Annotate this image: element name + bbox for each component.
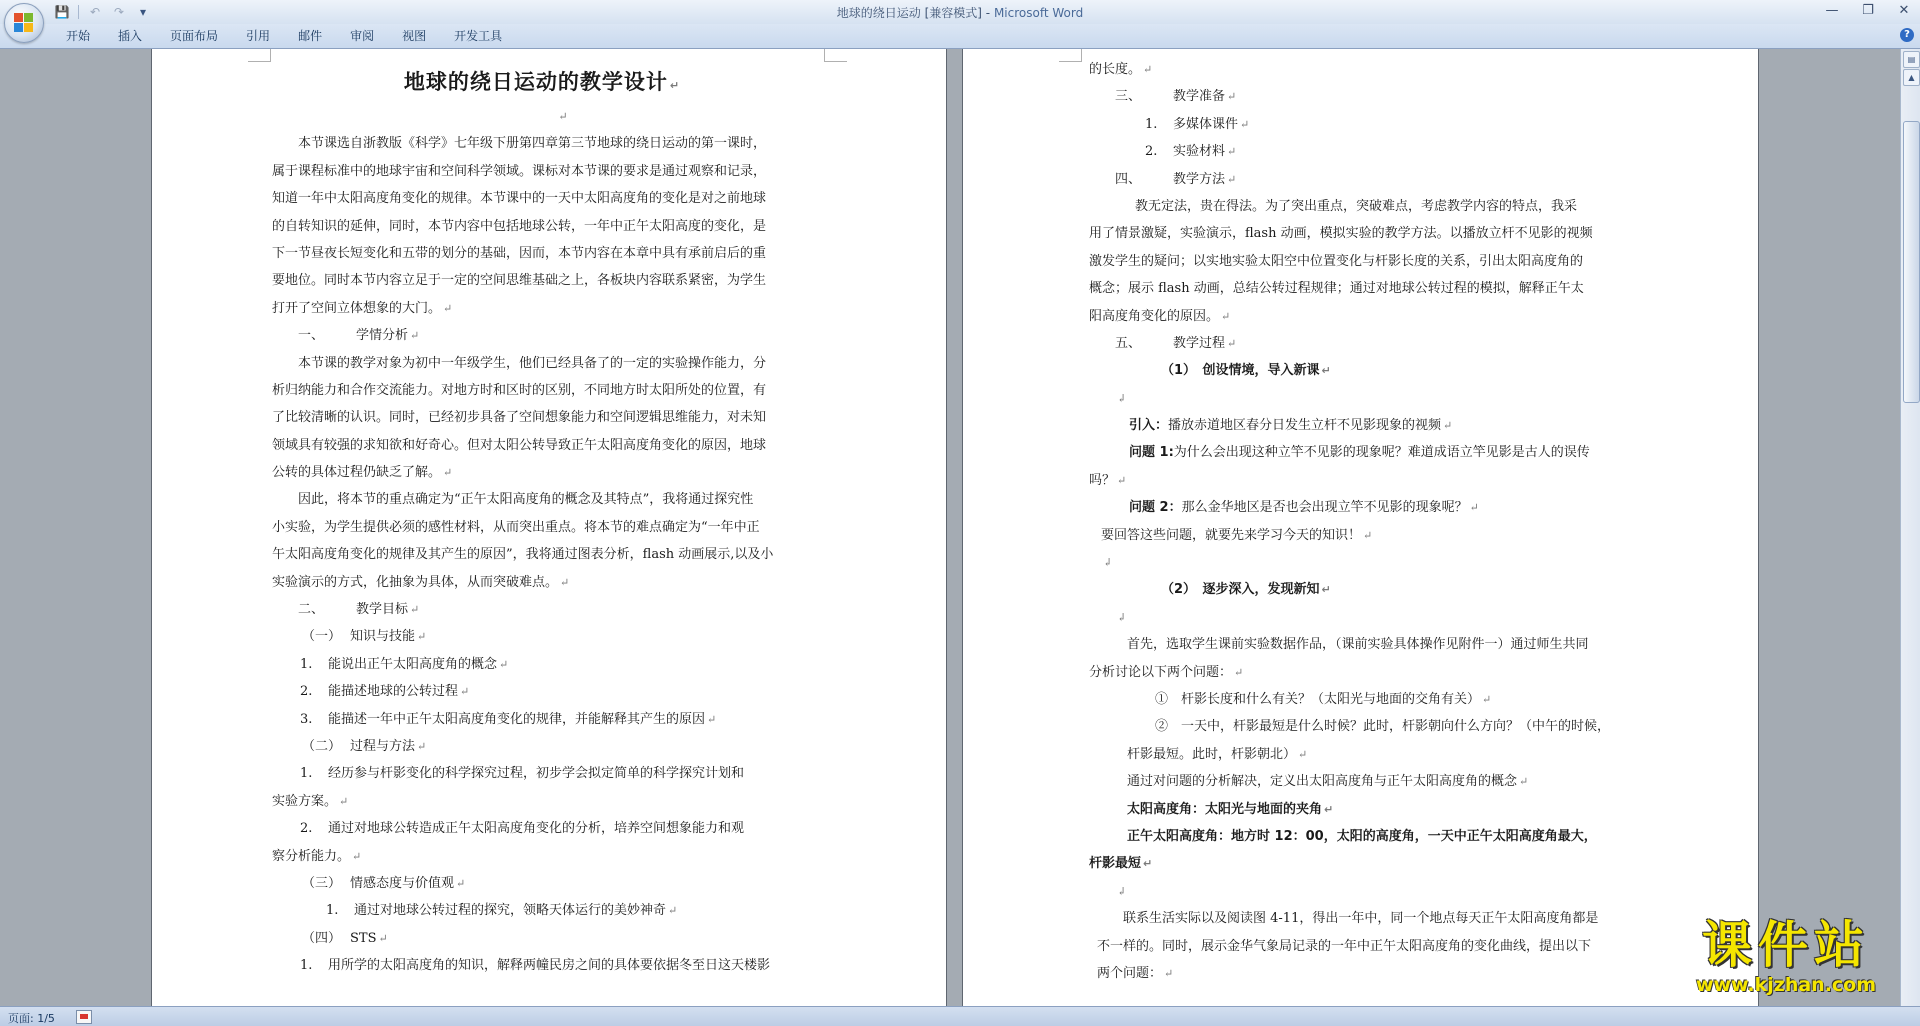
paragraph-mark: ↲ (1117, 391, 1127, 405)
subsection-number: （二） (302, 738, 342, 754)
document-area[interactable] (0, 49, 1900, 1006)
paragraph-mark: ↵ (443, 301, 453, 315)
window-controls (1822, 2, 1914, 20)
tab-developer[interactable]: 开发工具 (454, 29, 503, 43)
subsection-number: （三） (302, 875, 342, 891)
section-heading (272, 596, 812, 623)
paragraph-mark: ↵ (1117, 473, 1127, 487)
focus-line: 午太阳高度角变化的规律及其产生的原因”，我将通过图表分析，flash 动画展示,以及小 (272, 547, 774, 563)
focus-line-last (272, 569, 812, 596)
circle-item: ② 一天中，杆影最短是什么时候？此时，杆影朝向什么方向？（中午的时候， (1155, 719, 1611, 735)
tab-mailings[interactable]: 邮件 (298, 29, 323, 43)
continued-text: 的长度。 (1089, 62, 1142, 77)
document-title (272, 61, 812, 103)
watermark-logo (1666, 917, 1906, 1003)
section-number: 五、 (1115, 335, 1142, 351)
paragraph-mark: ↵ (1143, 857, 1153, 871)
list-text: 实验材料 (1173, 144, 1226, 160)
circle-item (1089, 686, 1627, 713)
list-item (272, 706, 812, 733)
first-text: 分析讨论以下两个问题： (1089, 664, 1233, 680)
definition-text: 太阳高度角：太阳光与地面的夹角 (1127, 801, 1323, 817)
list-text: 通过对地球公转过程的探究，领略天体运行的美妙神奇 (354, 903, 667, 919)
intro-line: 属于课程标准中的地球宇宙和空间科学领域。课标对本节课的要求是通过观察和记录， (272, 163, 767, 179)
definition-line: 正午太阳高度角：地方时 12：00，太阳的高度角，一天中正午太阳高度角最大， (1127, 828, 1597, 844)
paragraph-mark: ↵ (443, 466, 453, 480)
paragraph-mark: ↵ (1227, 172, 1237, 186)
empty-paragraph (1089, 549, 1627, 576)
life-text: 两个问题： (1097, 965, 1163, 981)
section-number: 三、 (1115, 89, 1142, 105)
paragraph-mark: ↲ (1103, 556, 1113, 570)
paragraph-mark: ↵ (1240, 117, 1250, 131)
section-title: 教学过程 (1173, 335, 1226, 351)
list-number: 1. (1145, 116, 1158, 132)
method-line: 教无定法，贵在得法。为了突出重点，突破难点，考虑教学内容的特点，我采 (1135, 198, 1578, 214)
list-number: 2. (300, 821, 313, 837)
focus-text: 实验演示的方式，化抽象为具体，从而突破难点。 (272, 574, 559, 590)
list-text: 通过对地球公转造成正午太阳高度角变化的分析，培养空间想象能力和观 (328, 821, 745, 837)
section-number: 四、 (1115, 171, 1142, 187)
paragraph-mark: ↵ (1221, 309, 1231, 323)
analysis-line: 领域具有较强的求知欲和好奇心。但对太阳公转导致正午太阳高度角变化的原因，地球 (272, 437, 767, 453)
maximize-icon[interactable]: ❐ (1862, 3, 1874, 18)
definition-intro (1089, 768, 1627, 795)
page-indicator[interactable]: 页面: 1/5 (8, 1012, 55, 1025)
method-text: 阳高度角变化的原因。 (1089, 308, 1220, 324)
tab-list (52, 24, 516, 48)
definition-text: 通过对问题的分析解决，定义出太阳高度角与正午太阳高度角的概念 (1127, 774, 1518, 790)
list-number: 1. (326, 903, 339, 919)
list-text: 用所学的太阳高度角的知识，解释两幢民房之间的具体要依据冬至日这天楼影 (328, 958, 771, 974)
page-2-content (1089, 62, 1627, 987)
paragraph-mark: ↵ (417, 630, 427, 644)
subsection-heading (272, 870, 812, 897)
close-icon[interactable]: ✕ (1898, 3, 1910, 18)
section-heading (1089, 83, 1627, 110)
customize-qat-icon[interactable]: ▾ (139, 4, 147, 19)
undo-icon[interactable]: ↶ (89, 4, 101, 19)
step-heading (1089, 576, 1627, 603)
margin-corner-mark (1059, 49, 1082, 62)
section-heading (1089, 166, 1627, 193)
paragraph-mark: ↵ (1298, 747, 1308, 761)
intro-line: 要地位。同时本节内容立足于一定的空间思维基础之上，各板块内容联系紧密，为学生 (272, 273, 767, 289)
circle-text: 杆影最短。此时，杆影朝北） (1127, 746, 1297, 762)
section-title: 教学准备 (1173, 89, 1226, 105)
paragraph-mark: ↵ (410, 603, 420, 617)
intro-text: 打开了空间立体想象的大门。 (272, 300, 442, 316)
subsection-number: （四） (302, 930, 342, 946)
subsection-title: STS (350, 930, 377, 946)
list-item (1089, 111, 1627, 138)
section-title: 教学目标 (356, 602, 409, 618)
section-title: 学情分析 (356, 328, 409, 344)
paragraph-mark: ↵ (1164, 966, 1174, 980)
paragraph-mark: ↵ (1443, 419, 1453, 433)
life-line: 联系生活实际以及阅读图 4-11，得出一年中，同一个地点每天正午太阳高度角都是 (1123, 911, 1599, 927)
list-item-cont (272, 843, 812, 870)
paragraph-mark: ↵ (558, 110, 568, 123)
help-icon[interactable]: ? (1900, 28, 1914, 42)
list-text: 经历参与杆影变化的科学探究过程，初步学会拟定简单的科学探究计划和 (328, 766, 745, 782)
intro-line: 的自转知识的延伸，同时，本节内容中包括地球公转，一年中正午太阳高度的变化，是 (272, 218, 767, 234)
paragraph-mark: ↲ (1117, 884, 1127, 898)
question-text: 那么金华地区是否也会出现立竿不见影的现象呢？ (1181, 500, 1468, 516)
title-text: 地球的绕日运动的教学设计 (403, 70, 668, 94)
list-number: 2. (1145, 144, 1158, 160)
paragraph-mark: ↵ (1227, 90, 1237, 104)
definition-line (1089, 796, 1627, 823)
question-line (1089, 494, 1627, 521)
office-logo-icon (14, 13, 34, 33)
ruler-toggle-icon[interactable]: ▤ (1903, 51, 1920, 68)
step-heading (1089, 357, 1627, 384)
answer-line (1089, 522, 1627, 549)
paragraph-mark: ↵ (352, 849, 362, 863)
focus-line: 因此，将本节的重点确定为“正午太阳高度角的概念及其特点”，我将通过探究性 (298, 492, 754, 508)
subsection-number: （一） (302, 629, 342, 645)
watermark-url: www.kjzhan.com (1695, 974, 1877, 996)
first-line: 首先，选取学生课前实验数据作品，（课前实验具体操作见附件一）通过师生共同 (1127, 637, 1589, 653)
paragraph-mark: ↵ (499, 657, 509, 671)
first-line-cont (1089, 659, 1627, 686)
paragraph-mark: ↵ (1482, 692, 1492, 706)
paragraph-mark: ↵ (1469, 501, 1479, 515)
intro-line-last (272, 295, 812, 322)
list-item-cont (272, 788, 812, 815)
window-title (0, 4, 1920, 21)
list-item (272, 651, 812, 678)
analysis-line: 本节课的教学对象为初中一年级学生，他们已经具备了的一定的实验操作能力，分 (298, 355, 767, 371)
continued-line (1089, 56, 1627, 83)
life-line-last (1089, 960, 1627, 987)
life-line: 不一样的。同时，展示金华气象局记录的一年中正午太阳高度角的变化曲线，提出以下 (1097, 938, 1592, 954)
tab-view[interactable]: 视图 (402, 29, 427, 43)
section-heading (1089, 330, 1627, 357)
paragraph-mark: ↵ (1227, 145, 1237, 159)
office-button[interactable] (4, 3, 44, 43)
paragraph-mark: ↵ (669, 79, 681, 92)
paragraph-mark: ↵ (410, 329, 420, 343)
subsection-title: 过程与方法 (350, 738, 416, 754)
question-text: 为什么会出现这种立竿不见影的现象呢？难道成语立竿见影是古人的误传 (1173, 445, 1590, 461)
page-1[interactable] (152, 49, 946, 1006)
intro-line: 下一节昼夜长短变化和五带的划分的基础，因而，本节内容在本章中具有承前启后的重 (272, 245, 767, 261)
status-bar (0, 1006, 1920, 1026)
definition-line-cont (1089, 850, 1627, 877)
list-item (272, 678, 812, 705)
list-item (272, 815, 812, 842)
step-title: （2） 逐步深入，发现新知 (1161, 582, 1320, 598)
paragraph-mark: ↵ (707, 712, 717, 726)
paragraph-mark: ↵ (378, 931, 388, 945)
vertical-scrollbar[interactable] (1900, 49, 1920, 1006)
list-number: 1. (300, 656, 313, 672)
paragraph-mark: ↵ (1324, 802, 1334, 816)
empty-paragraph (272, 103, 812, 130)
intro-label: 引入： (1129, 418, 1169, 434)
paragraph-mark: ↵ (1321, 583, 1331, 597)
method-line: 概念；展示 flash 动画，总结公转过程规律；通过对地球公转过程的模拟，解释正午太 (1089, 281, 1584, 297)
focus-line: 小实验，为学生提供必须的感性材料，从而突出重点。将本节的难点确定为“一年中正 (272, 519, 760, 535)
intro-paragraph (1089, 412, 1627, 439)
margin-corner-mark (824, 49, 847, 62)
save-icon[interactable]: 💾 (54, 4, 70, 19)
circle-text: ① 杆影长度和什么有关？（太阳光与地面的交角有关） (1155, 691, 1481, 707)
proofing-status-icon[interactable] (76, 1010, 92, 1024)
question-text: 吗？ (1089, 472, 1116, 488)
method-line: 激发学生的疑问；以实地实验太阳空中位置变化与杆影长度的关系，引出太阳高度角的 (1089, 253, 1584, 269)
tab-home[interactable]: 开始 (66, 29, 91, 43)
question-line (1089, 439, 1627, 466)
subsection-title: 知识与技能 (350, 629, 416, 645)
paragraph-mark: ↵ (456, 876, 466, 890)
list-number: 2. (300, 684, 313, 700)
section-heading (272, 322, 812, 349)
paragraph-mark: ↵ (460, 685, 470, 699)
question-line-cont (1089, 467, 1627, 494)
question-label: 问题 1: (1129, 445, 1174, 461)
page-1-content (272, 61, 812, 980)
list-text: 实验方案。 (272, 793, 338, 809)
margin-corner-mark (248, 49, 271, 62)
paragraph-mark: ↵ (1234, 665, 1244, 679)
list-number: 1. (300, 958, 313, 974)
watermark-text: 课件站 (1702, 916, 1870, 974)
ribbon-tabs (0, 24, 1920, 49)
scroll-thumb[interactable] (1903, 121, 1920, 403)
list-item (272, 760, 812, 787)
empty-paragraph (1089, 878, 1627, 905)
tab-insert[interactable]: 插入 (118, 29, 143, 43)
step-title: （1） 创设情境，导入新课 (1161, 363, 1320, 379)
paragraph-mark: ↵ (1227, 336, 1237, 350)
tab-review[interactable]: 审阅 (350, 29, 375, 43)
list-text: 能说出正午太阳高度角的概念 (328, 656, 498, 672)
list-number: 1. (300, 766, 313, 782)
intro-line: 本节课选自浙教版《科学》七年级下册第四章第三节地球的绕日运动的第一课时， (298, 136, 767, 152)
subsection-heading (272, 623, 812, 650)
paragraph-mark: ↵ (1363, 528, 1373, 542)
section-number: 二、 (298, 602, 325, 618)
paragraph-mark: ↵ (560, 575, 570, 589)
page-2[interactable] (963, 49, 1758, 1006)
redo-icon[interactable]: ↷ (113, 4, 125, 19)
title-bar (0, 0, 1920, 24)
intro-text: 播放赤道地区春分日发生立杆不见影现象的视频 (1168, 418, 1442, 434)
tab-page-layout[interactable]: 页面布局 (170, 29, 219, 43)
paragraph-mark: ↵ (1519, 775, 1529, 789)
app-name: Microsoft Word (993, 6, 1084, 20)
paragraph-mark: ↵ (417, 739, 427, 753)
answer-text: 要回答这些问题，就要先来学习今天的知识！ (1101, 527, 1362, 543)
list-number: 3. (300, 711, 313, 727)
paragraph-mark: ↵ (1143, 63, 1153, 76)
method-line: 用了情景激疑，实验演示，flash 动画，模拟实验的教学方法。以播放立杆不见影的视频 (1089, 226, 1593, 242)
list-text: 多媒体课件 (1173, 116, 1239, 132)
title-separator: - (981, 6, 994, 20)
list-text: 察分析能力。 (272, 848, 351, 864)
intro-line: 知道一年中太阳高度角变化的规律。本节课中的一天中太阳高度角的变化是对之前地球 (272, 191, 767, 207)
empty-paragraph (1089, 385, 1627, 412)
paragraph-mark: ↵ (668, 904, 678, 918)
paragraph-mark: ↵ (1321, 364, 1331, 378)
section-number: 一、 (298, 328, 325, 344)
analysis-text: 公转的具体过程仍缺乏了解。 (272, 465, 442, 481)
list-item (272, 952, 812, 979)
analysis-line-last (272, 459, 812, 486)
document-name: 地球的绕日运动 [兼容模式] (836, 6, 982, 20)
method-line-last (1089, 303, 1627, 330)
minimize-icon[interactable]: — (1825, 3, 1839, 18)
empty-paragraph (1089, 604, 1627, 631)
scroll-up-icon[interactable]: ▲ (1903, 69, 1920, 86)
list-text: 能描述一年中正午太阳高度角变化的规律，并能解释其产生的原因 (328, 711, 706, 727)
paragraph-mark: ↲ (1117, 610, 1127, 624)
tab-references[interactable]: 引用 (246, 29, 271, 43)
subsection-heading (272, 925, 812, 952)
analysis-line: 了比较清晰的认识。同时，已经初步具备了空间想象能力和空间逻辑思维能力，对未知 (272, 410, 767, 426)
definition-text: 杆影最短 (1089, 856, 1142, 872)
question-label: 问题 2： (1129, 500, 1182, 516)
section-title: 教学方法 (1173, 171, 1226, 187)
analysis-line: 析归纳能力和合作交流能力。对地方时和区时的区别，不同地方时太阳所处的位置，有 (272, 382, 767, 398)
circle-item-cont (1089, 741, 1627, 768)
subsection-heading (272, 733, 812, 760)
list-item (1089, 138, 1627, 165)
subsection-title: 情感态度与价值观 (350, 875, 455, 891)
paragraph-mark: ↵ (339, 794, 349, 808)
list-text: 能描述地球的公转过程 (328, 684, 459, 700)
list-item (272, 897, 812, 924)
